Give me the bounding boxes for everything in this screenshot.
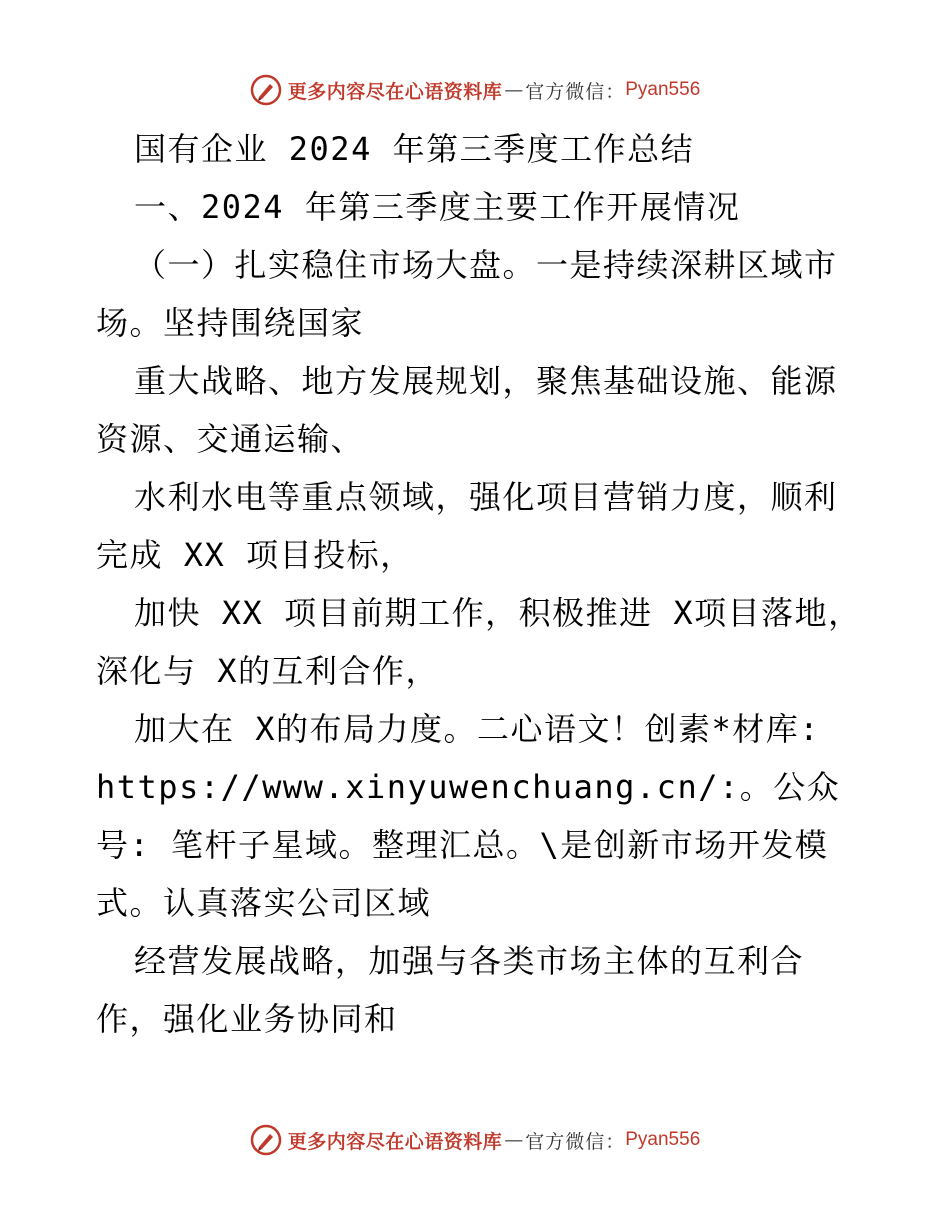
header-brand-text: 更多内容尽在心语资料库 <box>287 80 503 103</box>
footer-official-label: 官方微信： <box>525 1130 626 1153</box>
paragraph-3: 水利水电等重点领域，强化项目营销力度，顺利完成 XX 项目投标， <box>96 478 838 574</box>
header-separator: — <box>504 79 524 101</box>
document-body <box>96 120 866 1048</box>
paragraph-4: 加快 XX 项目前期工作，积极推进 X项目落地，深化与 X的互利合作， <box>96 594 862 690</box>
footer-banner <box>0 1120 950 1160</box>
footer-separator: — <box>504 1129 524 1151</box>
header-official-label: 官方微信： <box>525 80 626 103</box>
pen-logo-icon <box>250 1124 282 1156</box>
paragraph-6: https://www.xinyuwenchuang.cn/:。公众号: 笔杆子星域。整理汇总。\是创新市场开发模式。认真落实公司区域 <box>96 768 841 922</box>
document-title: 国有企业 2024 年第三季度工作总结 <box>134 130 695 168</box>
footer-brand-text: 更多内容尽在心语资料库 <box>287 1130 503 1153</box>
paragraph-7: 经营发展战略，加强与各类市场主体的互利合作，强化业务协同和 <box>96 942 805 1038</box>
paragraph-5: 加大在 X的布局力度。二心语文！创素*材库: <box>134 710 821 748</box>
pen-logo-icon <box>250 74 282 106</box>
footer-wechat-id: Pyan556 <box>625 1129 701 1150</box>
section-heading: 一、2024 年第三季度主要工作开展情况 <box>134 188 741 226</box>
header-wechat-id: Pyan556 <box>625 79 701 100</box>
paragraph-2: 重大战略、地方发展规划，聚焦基础设施、能源资源、交通运输、 <box>96 362 838 458</box>
header-banner <box>0 70 950 110</box>
paragraph-1: （一）扎实稳住市场大盘。一是持续深耕区域市场。坚持围绕国家 <box>96 246 838 342</box>
